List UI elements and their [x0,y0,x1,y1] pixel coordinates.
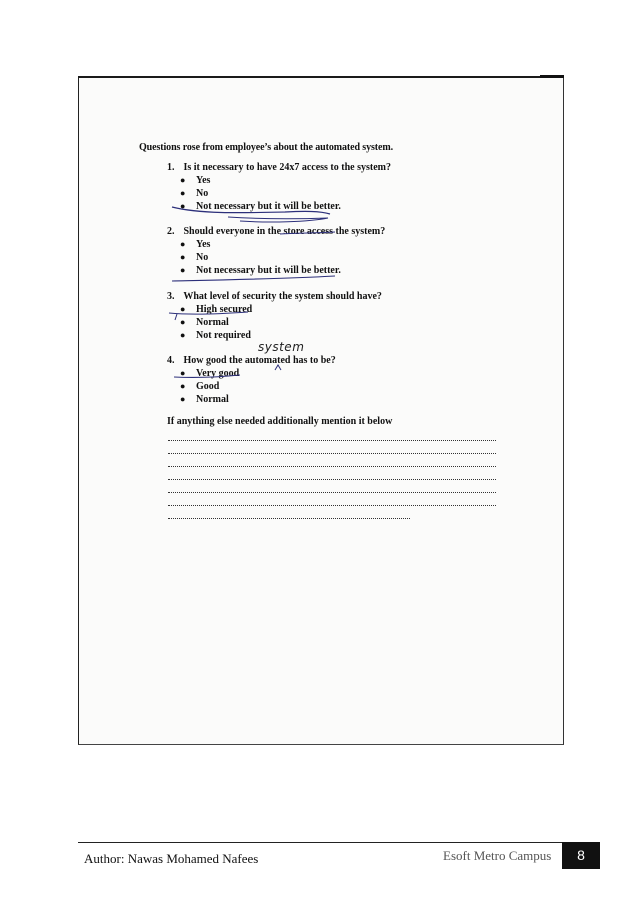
footer-campus: Esoft Metro Campus [443,848,552,863]
underline-q2 [172,276,335,281]
answer-line [168,466,496,467]
question-number: 3. [167,291,175,302]
tick-q3 [175,314,177,320]
bullet-icon: ● [180,239,186,249]
handwritten-insert: system [258,340,305,354]
option-label: Yes [196,175,211,186]
option-label: Not necessary but it will be better. [196,265,341,276]
option-label: Normal [196,317,229,328]
bullet-icon: ● [180,330,186,340]
option-label: No [196,188,209,199]
strike-q2 [280,232,335,234]
question-number: 2. [167,226,175,237]
footer-author: Author: Nawas Mohamed Nafees [84,851,259,866]
option-label: No [196,252,209,263]
question-number: 4. [167,355,175,366]
bullet-icon: ● [180,317,186,327]
bullet-icon: ● [180,381,186,391]
bullet-icon: ● [180,175,186,185]
underline-q1 [172,207,330,214]
underline-q4 [174,375,240,377]
question-text: Should everyone in the store access the system? [183,226,386,237]
option-label: High secured [196,304,253,315]
option-label: Good [196,381,220,392]
underline-q3 [169,312,248,314]
answer-line [168,518,410,519]
answer-line [168,492,496,493]
bullet-icon: ● [180,188,186,198]
answer-line [168,440,496,441]
caret-insert [275,365,281,370]
question-text: Is it necessary to have 24x7 access to the system? [183,162,391,173]
additional-note: If anything else needed additionally mention it below [167,416,393,427]
bullet-icon: ● [180,368,186,378]
bullet-icon: ● [180,304,186,314]
bullet-icon: ● [180,252,186,262]
answer-line [168,479,496,480]
option-label: Normal [196,394,229,405]
question-number: 1. [167,162,175,173]
footer-rule [78,842,600,843]
option-label: Not necessary but it will be better. [196,201,341,212]
question-text: How good the automated has to be? [183,355,336,366]
option-label: Very good [196,368,240,379]
answer-line [168,453,496,454]
option-label: Not required [196,330,251,341]
answer-line [168,505,496,506]
page-number: 8 [562,842,600,869]
question-text: What level of security the system should have? [183,291,382,302]
bullet-icon: ● [180,265,186,275]
underline-q1-loop [228,217,328,222]
bullet-icon: ● [180,394,186,404]
questionnaire-heading: Questions rose from employee’s about the automated system. [139,142,393,153]
bullet-icon: ● [180,201,186,211]
option-label: Yes [196,239,211,250]
